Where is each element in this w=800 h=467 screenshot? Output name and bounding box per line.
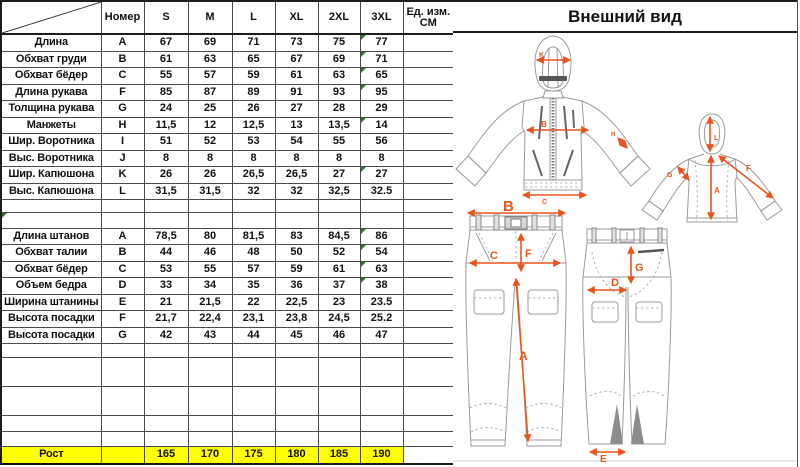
empty-cell[interactable] [1,199,101,212]
row-letter[interactable]: C [101,261,144,277]
dimension-letter-A: A [714,186,720,195]
dimension-letter-F: F [525,248,532,260]
table-row [1,117,454,133]
size-cell[interactable]: 52 [188,133,232,150]
empty-cell[interactable] [144,415,188,431]
row-label[interactable]: Высота посадки [1,327,101,343]
column-header-M[interactable]: M [188,1,232,34]
row-label[interactable]: Шир. Капюшона [1,166,101,183]
size-cell[interactable]: 8 [318,150,360,166]
empty-cell[interactable] [403,431,454,446]
unit-cell[interactable] [403,84,454,100]
dimension-letter-K: K [539,52,545,59]
size-cell[interactable]: 31,5 [188,183,232,199]
size-cell[interactable]: 43 [188,327,232,343]
table-row [1,166,454,183]
dimension-letter-G: G [667,172,673,179]
row-letter[interactable]: F [101,310,144,327]
size-cell[interactable]: 61 [318,261,360,277]
height-cell[interactable]: 190 [360,446,403,464]
empty-cell[interactable] [232,415,275,431]
empty-cell[interactable] [188,199,232,212]
size-cell[interactable]: 55 [144,67,188,84]
unit-cell[interactable] [403,327,454,343]
size-cell[interactable]: 61 [275,67,318,84]
unit-cell[interactable] [403,51,454,67]
unit-cell[interactable] [403,166,454,183]
pants-back-drawing [583,228,671,444]
dimension-letter-C: C [490,250,498,262]
row-label[interactable]: Длина рукава [1,84,101,100]
table-row [1,228,454,244]
size-cell[interactable]: 13,5 [318,117,360,133]
size-cell[interactable]: 21,5 [188,294,232,310]
size-cell[interactable]: 63 [360,261,403,277]
size-cell[interactable]: 80 [188,228,232,244]
row-letter[interactable]: C [101,67,144,84]
size-cell[interactable]: 42 [144,327,188,343]
row-letter[interactable]: L [101,183,144,199]
table-row [1,261,454,277]
height-cell[interactable]: 175 [232,446,275,464]
empty-cell[interactable] [232,431,275,446]
empty-cell[interactable] [232,199,275,212]
size-cell[interactable]: 53 [232,133,275,150]
size-cell[interactable]: 67 [275,51,318,67]
size-cell[interactable]: 84,5 [318,228,360,244]
dimension-letter-C: C [542,199,548,206]
row-label[interactable]: Обхват бёдер [1,261,101,277]
size-cell[interactable]: 65 [232,51,275,67]
height-cell[interactable]: 170 [188,446,232,464]
column-header-XL[interactable]: XL [275,1,318,34]
size-cell[interactable]: 83 [275,228,318,244]
row-label[interactable]: Обхват бёдер [1,67,101,84]
size-cell[interactable]: 23.5 [360,294,403,310]
spacer-row [1,199,454,212]
empty-cell[interactable] [232,386,275,415]
size-cell[interactable]: 26 [144,166,188,183]
size-cell[interactable]: 25 [188,100,232,117]
empty-cell[interactable] [188,212,232,228]
row-label[interactable]: Выс. Воротника [1,150,101,166]
height-row-label[interactable]: Рост [1,446,101,464]
row-label[interactable]: Обхват груди [1,51,101,67]
row-label[interactable]: Ширина штанины [1,294,101,310]
size-cell[interactable]: 71 [232,34,275,51]
size-cell[interactable]: 77 [360,34,403,51]
size-cell[interactable]: 28 [318,100,360,117]
size-cell[interactable]: 24,5 [318,310,360,327]
view-title: Внешний вид [453,0,797,33]
size-cell[interactable]: 34 [188,277,232,294]
empty-cell[interactable] [101,386,144,415]
size-cell[interactable]: 59 [275,261,318,277]
size-cell[interactable]: 11,5 [144,117,188,133]
dimension-letter-A: A [519,349,528,363]
empty-cell[interactable] [318,212,360,228]
empty-cell[interactable] [144,343,188,357]
unit-cell[interactable] [403,228,454,244]
jacket-front-drawing [456,36,650,190]
table-row [1,150,454,166]
empty-cell[interactable] [360,212,403,228]
size-cell[interactable]: 8 [360,150,403,166]
row-letter[interactable]: F [101,84,144,100]
column-header-3XL[interactable]: 3XL [360,1,403,34]
size-cell[interactable]: 87 [188,84,232,100]
empty-cell[interactable] [360,199,403,212]
size-cell[interactable]: 53 [144,261,188,277]
size-cell[interactable]: 32 [232,183,275,199]
row-label[interactable]: Манжеты [1,117,101,133]
empty-cell[interactable] [101,343,144,357]
size-cell[interactable]: 93 [318,84,360,100]
size-cell[interactable]: 54 [360,244,403,261]
size-cell[interactable]: 81,5 [232,228,275,244]
empty-cell[interactable] [232,343,275,357]
dimension-letter-E: E [600,454,607,465]
size-cell[interactable]: 8 [275,150,318,166]
empty-cell[interactable] [403,199,454,212]
size-cell[interactable]: 52 [318,244,360,261]
dimension-letter-H: H [611,132,616,138]
size-cell[interactable]: 89 [232,84,275,100]
size-cell[interactable]: 22,5 [275,294,318,310]
empty-cell[interactable] [101,431,144,446]
dimension-arrows [468,60,773,452]
size-cell[interactable]: 46 [318,327,360,343]
empty-cell[interactable] [403,386,454,415]
dimension-letter-G: G [635,262,644,274]
table-row [1,84,454,100]
size-cell[interactable]: 27 [318,166,360,183]
jacket-back-drawing [642,114,782,222]
empty-cell[interactable] [144,431,188,446]
size-cell[interactable]: 47 [360,327,403,343]
empty-cell[interactable] [144,199,188,212]
empty-cell[interactable] [318,386,360,415]
size-cell[interactable]: 45 [275,327,318,343]
size-cell[interactable]: 12,5 [232,117,275,133]
unit-cell[interactable] [403,244,454,261]
size-cell[interactable]: 61 [144,51,188,67]
row-letter[interactable]: D [101,277,144,294]
size-cell[interactable]: 13 [275,117,318,133]
unit-cell[interactable] [403,310,454,327]
empty-cell[interactable] [101,415,144,431]
size-cell[interactable]: 78,5 [144,228,188,244]
size-cell[interactable]: 69 [318,51,360,67]
row-letter[interactable]: H [101,117,144,133]
empty-cell[interactable] [188,357,232,386]
row-label[interactable]: Длина [1,34,101,51]
table-row [1,310,454,327]
empty-cell[interactable] [188,386,232,415]
column-header-L[interactable]: L [232,1,275,34]
size-cell[interactable]: 55 [318,133,360,150]
size-cell[interactable]: 21,7 [144,310,188,327]
empty-cell[interactable] [403,357,454,386]
unit-cell[interactable] [403,67,454,84]
size-cell[interactable]: 27 [275,100,318,117]
table-row [1,294,454,310]
size-cell[interactable]: 27 [360,166,403,183]
dimension-letter-L: L [714,135,719,142]
corner-diagonal-cell[interactable] [1,1,101,34]
empty-cell[interactable] [318,415,360,431]
table-row [1,133,454,150]
empty-cell[interactable] [1,386,101,415]
spacer-row [1,212,454,228]
size-cell[interactable]: 23 [318,294,360,310]
row-label[interactable]: Длина штанов [1,228,101,244]
empty-cell[interactable] [232,357,275,386]
empty-cell[interactable] [360,415,403,431]
size-cell[interactable]: 67 [144,34,188,51]
empty-cell[interactable] [188,431,232,446]
row-letter[interactable]: G [101,327,144,343]
empty-cell[interactable] [188,415,232,431]
empty-cell[interactable] [275,212,318,228]
empty-cell[interactable] [101,357,144,386]
empty-cell[interactable] [144,357,188,386]
table-row [1,277,454,294]
empty-cell[interactable] [360,386,403,415]
empty-cell[interactable] [101,212,144,228]
unit-cell[interactable] [403,150,454,166]
empty-cell[interactable] [275,386,318,415]
table-row [1,34,454,51]
unit-cell[interactable] [403,133,454,150]
table-row [1,100,454,117]
height-cell[interactable]: 185 [318,446,360,464]
unit-cell[interactable] [403,261,454,277]
empty-cell[interactable] [318,343,360,357]
size-cell[interactable]: 44 [232,327,275,343]
size-cell[interactable]: 73 [275,34,318,51]
empty-cell[interactable] [318,431,360,446]
dimension-letter-B: B [541,120,547,129]
spacer-row [1,386,454,415]
height-row [1,446,454,464]
empty-cell[interactable] [1,357,101,386]
size-cell[interactable]: 21 [144,294,188,310]
row-letter[interactable]: I [101,133,144,150]
row-letter[interactable]: A [101,228,144,244]
size-cell[interactable]: 32.5 [360,183,403,199]
size-cell[interactable]: 46 [188,244,232,261]
size-cell[interactable]: 26 [232,100,275,117]
header-row [1,1,454,34]
size-cell[interactable]: 54 [275,133,318,150]
row-letter[interactable]: A [101,34,144,51]
row-letter[interactable]: K [101,166,144,183]
dimension-letter-B: B [503,198,514,215]
size-cell[interactable]: 55 [188,261,232,277]
height-cell[interactable]: 180 [275,446,318,464]
size-cell[interactable]: 71 [360,51,403,67]
size-cell[interactable]: 91 [275,84,318,100]
empty-cell[interactable] [403,343,454,357]
size-cell[interactable]: 37 [318,277,360,294]
size-cell[interactable]: 12 [188,117,232,133]
row-label[interactable]: Обхват талии [1,244,101,261]
empty-cell[interactable] [360,357,403,386]
empty-cell[interactable] [318,357,360,386]
empty-cell[interactable] [360,343,403,357]
size-cell[interactable]: 33 [144,277,188,294]
diagram-panel [453,0,798,467]
size-cell[interactable]: 22 [232,294,275,310]
spacer-row [1,343,454,357]
column-header-2XL[interactable]: 2XL [318,1,360,34]
empty-cell[interactable] [144,212,188,228]
empty-cell[interactable] [403,212,454,228]
unit-cell[interactable] [403,294,454,310]
empty-cell[interactable] [232,212,275,228]
size-cell[interactable]: 29 [360,100,403,117]
empty-cell[interactable] [275,415,318,431]
dimension-letter-F: F [746,164,751,173]
empty-cell[interactable] [188,343,232,357]
table-row [1,51,454,67]
size-cell[interactable]: 8 [232,150,275,166]
size-cell[interactable]: 51 [144,133,188,150]
size-cell[interactable]: 26,5 [232,166,275,183]
size-cell[interactable]: 69 [188,34,232,51]
empty-cell[interactable] [360,431,403,446]
empty-cell[interactable] [318,199,360,212]
empty-cell[interactable] [1,343,101,357]
size-cell[interactable]: 24 [144,100,188,117]
size-cell[interactable]: 75 [318,34,360,51]
garment-diagram [453,33,797,467]
height-row-letter[interactable] [101,446,144,464]
table-row [1,67,454,84]
size-cell[interactable]: 36 [275,277,318,294]
spacer-row [1,357,454,386]
size-cell[interactable]: 85 [144,84,188,100]
empty-cell[interactable] [275,357,318,386]
size-cell[interactable]: 56 [360,133,403,150]
dimension-letter-D: D [611,277,619,289]
empty-cell[interactable] [1,415,101,431]
size-cell[interactable]: 86 [360,228,403,244]
size-cell[interactable]: 25.2 [360,310,403,327]
row-label[interactable]: Высота посадки [1,310,101,327]
size-cell[interactable]: 65 [360,67,403,84]
height-cell[interactable]: 165 [144,446,188,464]
unit-cell[interactable] [403,100,454,117]
size-cell[interactable]: 48 [232,244,275,261]
size-cell[interactable]: 8 [188,150,232,166]
empty-cell[interactable] [1,212,101,228]
spacer-row [1,415,454,431]
unit-cell[interactable] [403,34,454,51]
table-row [1,244,454,261]
size-cell[interactable]: 32 [275,183,318,199]
size-cell[interactable]: 8 [144,150,188,166]
row-letter[interactable]: B [101,244,144,261]
size-cell[interactable]: 57 [188,67,232,84]
row-letter[interactable]: J [101,150,144,166]
empty-cell[interactable] [144,386,188,415]
row-label[interactable]: Выс. Капюшона [1,183,101,199]
unit-cell[interactable] [403,277,454,294]
size-cell[interactable]: 26 [188,166,232,183]
size-cell[interactable]: 35 [232,277,275,294]
size-cell[interactable]: 14 [360,117,403,133]
table-row [1,327,454,343]
size-cell[interactable]: 23,8 [275,310,318,327]
empty-cell[interactable] [1,431,101,446]
size-cell[interactable]: 63 [188,51,232,67]
size-cell[interactable]: 32,5 [318,183,360,199]
empty-cell[interactable] [275,199,318,212]
size-cell[interactable]: 59 [232,67,275,84]
row-label[interactable]: Толщина рукава [1,100,101,117]
pants-front-drawing [466,215,566,446]
unit-header-cell[interactable]: Ед. изм. СМ [403,1,454,34]
empty-cell[interactable] [275,431,318,446]
row-label[interactable]: Объем бедра [1,277,101,294]
column-header-Номер[interactable]: Номер [101,1,144,34]
size-cell[interactable]: 22,4 [188,310,232,327]
size-cell[interactable]: 38 [360,277,403,294]
size-cell[interactable]: 50 [275,244,318,261]
size-cell[interactable]: 31,5 [144,183,188,199]
size-cell[interactable]: 44 [144,244,188,261]
row-letter[interactable]: G [101,100,144,117]
column-header-S[interactable]: S [144,1,188,34]
size-cell[interactable]: 95 [360,84,403,100]
unit-cell[interactable] [403,183,454,199]
row-letter[interactable]: E [101,294,144,310]
unit-cell[interactable] [403,117,454,133]
empty-cell[interactable] [101,199,144,212]
size-cell[interactable]: 57 [232,261,275,277]
size-cell[interactable]: 63 [318,67,360,84]
empty-cell[interactable] [403,415,454,431]
row-letter[interactable]: B [101,51,144,67]
size-cell[interactable]: 26,5 [275,166,318,183]
empty-cell[interactable] [275,343,318,357]
unit-cell[interactable] [403,446,454,464]
row-label[interactable]: Шир. Воротника [1,133,101,150]
spacer-row [1,431,454,446]
table-row [1,183,454,199]
size-cell[interactable]: 23,1 [232,310,275,327]
